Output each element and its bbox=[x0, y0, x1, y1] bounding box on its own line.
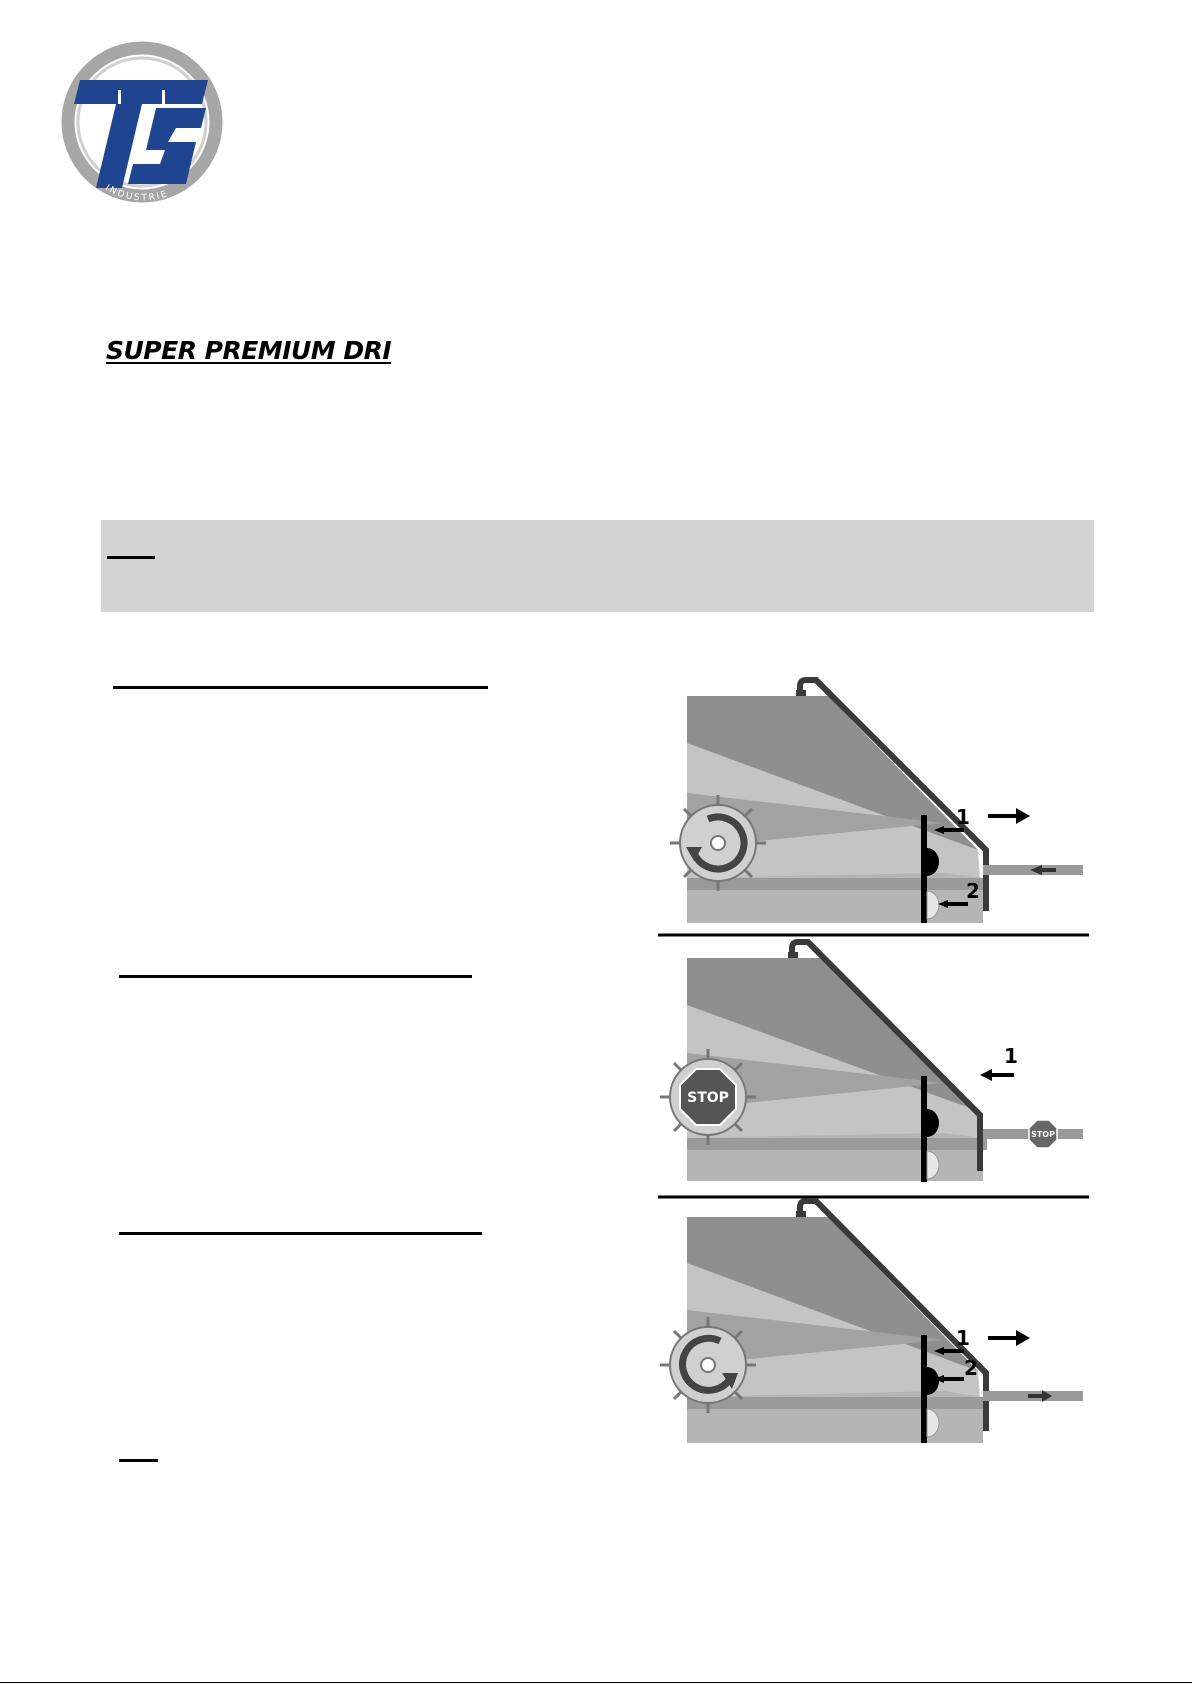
shaft-stop-sign-icon bbox=[1029, 1120, 1057, 1148]
section-2-heading-underline bbox=[119, 975, 472, 978]
note-box bbox=[101, 520, 1094, 612]
note-heading-underline-bottom bbox=[119, 1459, 158, 1462]
company-logo bbox=[58, 38, 226, 210]
callout-label-1: 1 bbox=[1004, 1044, 1018, 1068]
rotate-counterclockwise-icon bbox=[660, 1317, 756, 1413]
stop-sign-icon bbox=[660, 1049, 756, 1145]
callout-label-1: 1 bbox=[956, 805, 970, 829]
logo-ring-text: INDUSTRIE bbox=[103, 183, 170, 204]
shaft-stop-label: STOP bbox=[1031, 1130, 1055, 1139]
diagram-panel-1 bbox=[658, 668, 1089, 933]
diagram-panel-2 bbox=[658, 933, 1089, 1195]
callout-label-2: 2 bbox=[964, 1356, 978, 1380]
callout-label-2: 2 bbox=[966, 879, 980, 903]
rotate-clockwise-icon bbox=[670, 795, 766, 891]
footer-rule bbox=[0, 1682, 1192, 1683]
document-title: SUPER PREMIUM DRI bbox=[106, 336, 392, 365]
callout-label-1: 1 bbox=[956, 1326, 970, 1350]
section-1-heading-underline bbox=[113, 686, 488, 689]
wheel-stop-label: STOP bbox=[687, 1090, 729, 1106]
diagram-panel-3 bbox=[658, 1195, 1089, 1469]
section-3-heading-underline bbox=[119, 1232, 482, 1235]
note-heading-underline bbox=[107, 556, 155, 559]
